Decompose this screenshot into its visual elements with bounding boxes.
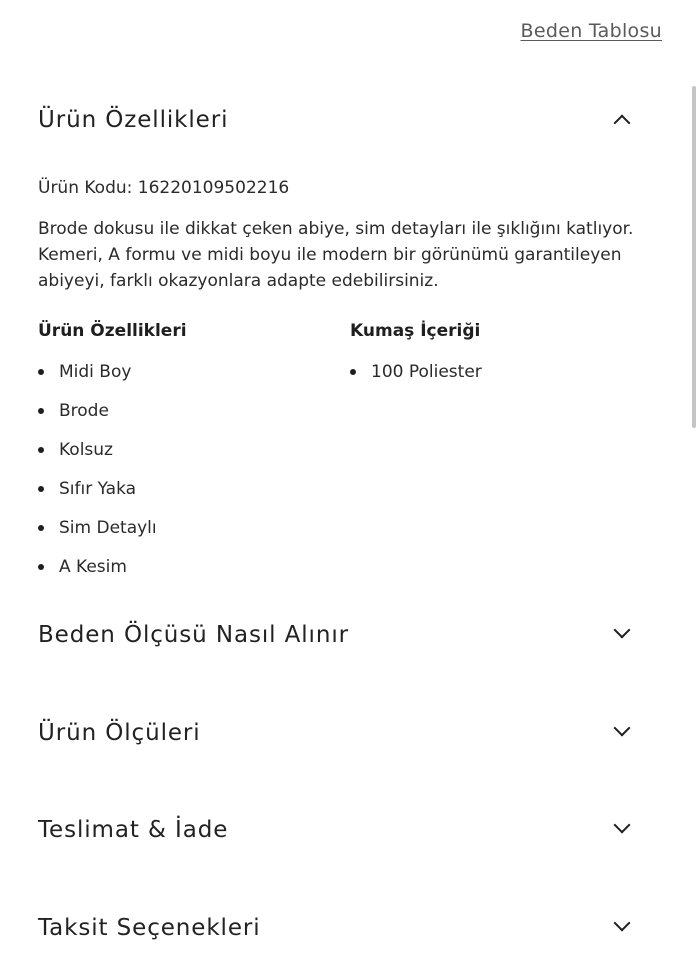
accordion-header-product-measurements[interactable] [38,720,638,760]
chevron-up-icon[interactable] [614,115,631,132]
accordion-header-how-to-measure[interactable] [38,622,638,662]
product-code: Ürün Kodu: 16220109502216 [38,178,290,198]
features-heading: Ürün Özellikleri [38,321,187,341]
accordion-header-delivery-returns[interactable] [38,817,638,857]
section-title-product-measurements: Ürün Ölçüleri [38,720,201,746]
features-list [38,360,157,594]
list-item: 100 Poliester [350,360,482,399]
chevron-down-icon[interactable] [614,915,631,932]
section-title-installments: Taksit Seçenekleri [38,915,261,941]
section-title-how-to-measure: Beden Ölçüsü Nasıl Alınır [38,622,349,648]
size-chart-link[interactable]: Beden Tablosu [520,20,662,42]
chevron-down-icon[interactable] [614,720,631,737]
chevron-down-icon[interactable] [614,817,631,834]
list-item: Sıfır Yaka [38,477,157,516]
section-title-delivery-returns: Teslimat & İade [38,817,229,843]
list-item: Sim Detaylı [38,516,157,555]
list-item: Kolsuz [38,438,157,477]
list-item: Midi Boy [38,360,157,399]
fabric-content-list [350,360,482,399]
scrollbar-thumb[interactable] [692,86,696,428]
accordion-header-installments[interactable] [38,915,638,955]
list-item: Brode [38,399,157,438]
accordion-header-product-features[interactable] [38,107,638,147]
fabric-content-heading: Kumaş İçeriği [350,321,481,341]
list-item: A Kesim [38,555,157,594]
section-title-product-features: Ürün Özellikleri [38,107,229,133]
chevron-down-icon[interactable] [614,622,631,639]
product-description: Brode dokusu ile dikkat çeken abiye, sim detayları ile şıklığını katlıyor. Kemeri, A formu ve midi boyu ile modern bir görünümü garantileyen abiyeyi, farklı okazyonlara adapte edebilirsiniz. [38,219,634,291]
